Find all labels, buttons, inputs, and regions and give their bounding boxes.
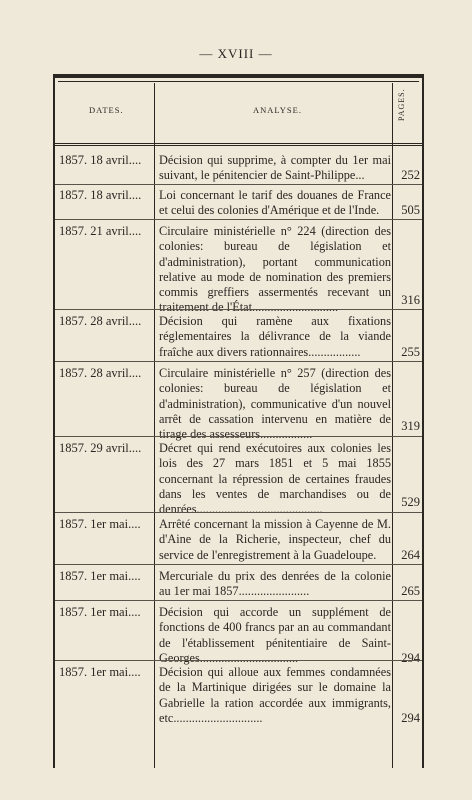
entry-page: 529 bbox=[401, 495, 420, 509]
row-separator bbox=[55, 184, 422, 185]
entry-text: Circulaire ministérielle n° 257 (direction des colonies: bureau de législation et d'administration), communicative d'un nouvel arrêt de cassation intervenu en matière de tirage des assesseurs................. bbox=[159, 366, 391, 442]
table-header bbox=[55, 83, 422, 146]
row-separator bbox=[55, 600, 422, 601]
entry-page: 252 bbox=[401, 168, 420, 182]
entry-page: 319 bbox=[401, 419, 420, 433]
entry-date: 1857. 18 avril.... bbox=[59, 188, 142, 202]
entry-date: 1857. 1er mai.... bbox=[59, 665, 141, 679]
column-rule-dates bbox=[154, 83, 155, 768]
entry-text: Loi concernant le tarif des douanes de France et celui des colonies d'Amérique et de l'Inde. bbox=[159, 188, 391, 218]
entry-page: 265 bbox=[401, 584, 420, 598]
index-table bbox=[53, 74, 424, 768]
dates-header: DATES. bbox=[89, 105, 124, 115]
row-separator bbox=[55, 309, 422, 310]
entry-date: 1857. 18 avril.... bbox=[59, 153, 142, 167]
entry-date: 1857. 29 avril.... bbox=[59, 441, 142, 455]
row-separator bbox=[55, 564, 422, 565]
entry-text: Mercuriale du prix des denrées de la colonie au 1er mai 1857....................... bbox=[159, 569, 391, 599]
entry-date: 1857. 28 avril.... bbox=[59, 366, 142, 380]
entry-date: 1857. 1er mai.... bbox=[59, 517, 141, 531]
analyse-header: ANALYSE. bbox=[253, 105, 302, 115]
entry-date: 1857. 1er mai.... bbox=[59, 569, 141, 583]
entry-text: Décision qui supprime, à compter du 1er mai suivant, le pénitencier de Saint-Philippe... bbox=[159, 153, 391, 183]
entry-date: 1857. 28 avril.... bbox=[59, 314, 142, 328]
row-separator bbox=[55, 512, 422, 513]
row-separator bbox=[55, 361, 422, 362]
entry-text: Circulaire ministérielle n° 224 (direction des colonies: bureau de législation et d'administration), portant communication relative au mode de nomination des premiers commis greffiers assermentés recevant un traitement de l'État............................ bbox=[159, 224, 391, 315]
entry-text: Décision qui accorde un supplément de fonctions de 400 francs par an au commandant de l'établissement pénitentiaire de Saint-Georges................................ bbox=[159, 605, 391, 665]
entry-page: 294 bbox=[401, 651, 420, 665]
entry-text: Arrêté concernant la mission à Cayenne de M. d'Aine de la Richerie, inspecteur, chef du service de l'enregistrement à la Guadeloupe. bbox=[159, 517, 391, 562]
pages-header: PAGES. bbox=[397, 88, 406, 121]
entry-date: 1857. 21 avril.... bbox=[59, 224, 142, 238]
entry-page: 505 bbox=[401, 203, 420, 217]
entry-text: Décision qui alloue aux femmes condamnées de la Martinique dirigées sur le domaine la Gabrielle la ration accordée aux immigrants, etc............................. bbox=[159, 665, 391, 725]
entry-text: Décret qui rend exécutoires aux colonies les lois des 27 mars 1851 et 5 mai 1855 concernant la répression de certaines fraudes dans les ventes de marchandises ou de denrées......................................... bbox=[159, 441, 391, 517]
entry-date: 1857. 1er mai.... bbox=[59, 605, 141, 619]
column-rule-pages bbox=[392, 83, 393, 768]
entry-page: 264 bbox=[401, 548, 420, 562]
entry-page: 255 bbox=[401, 345, 420, 359]
entry-text: Décision qui ramène aux fixations réglementaires la délivrance de la viande fraîche aux divers rationnaires................. bbox=[159, 314, 391, 359]
row-separator bbox=[55, 436, 422, 437]
entry-page: 316 bbox=[401, 293, 420, 307]
row-separator bbox=[55, 219, 422, 220]
row-separator bbox=[55, 660, 422, 661]
page-number: — XVIII — bbox=[199, 46, 273, 61]
top-inner-rule bbox=[58, 81, 419, 82]
entry-page: 294 bbox=[401, 711, 420, 725]
